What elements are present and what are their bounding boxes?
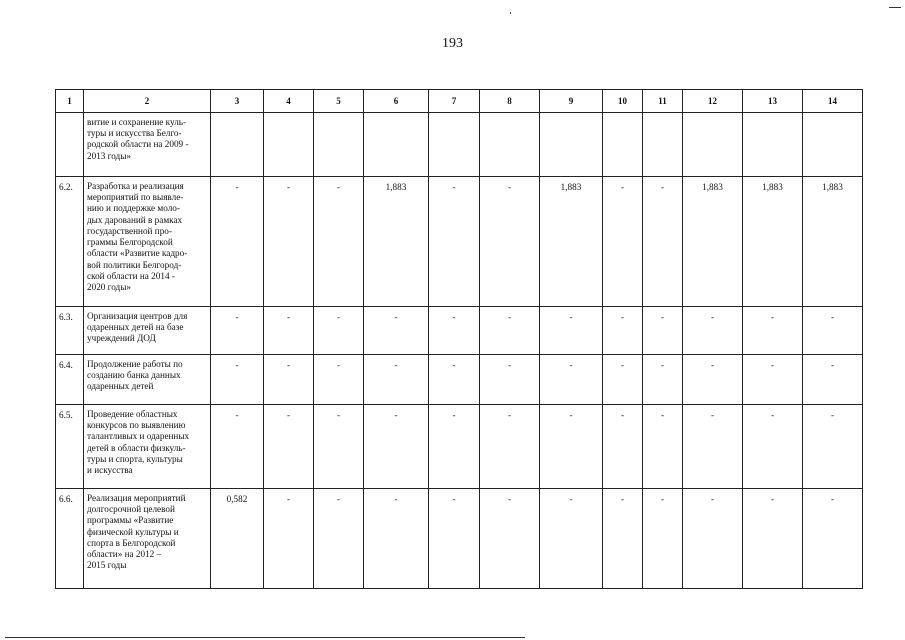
value-cell: - [803,405,863,489]
value-cell: - [643,405,683,489]
value-cell: - [603,307,643,355]
value-cell: - [364,355,429,405]
row-title: Разработка и реализация мероприятий по выявле- нию и поддержке моло- дых дарований в рамках государственной про- граммы Белгородской области «Развитие кадро- вой политики Белгород- ской области на 2014 - 2020 годы» [84,177,211,307]
value-cell: - [743,307,803,355]
value-cell: - [683,405,743,489]
value-cell: - [480,355,540,405]
value-cell [603,113,643,177]
value-cell: - [364,489,429,589]
header-cell: 13 [743,90,803,113]
value-cell [314,113,364,177]
value-cell: - [364,405,429,489]
header-cell: 9 [540,90,603,113]
value-cell: 1,883 [803,177,863,307]
row-title: Организация центров для одаренных детей на базе учреждений ДОД [84,307,211,355]
table-row [56,405,863,489]
value-cell: - [429,489,480,589]
value-cell: - [314,489,364,589]
header-cell: 11 [643,90,683,113]
value-cell: - [643,177,683,307]
header-cell: 7 [429,90,480,113]
value-cell: - [211,307,264,355]
value-cell: - [314,177,364,307]
value-cell [480,113,540,177]
value-cell: - [803,307,863,355]
scan-dot [510,12,511,14]
value-cell: - [480,177,540,307]
header-cell: 2 [84,90,211,113]
value-cell: - [364,307,429,355]
value-cell: - [429,307,480,355]
header-cell: 4 [264,90,314,113]
row-number [56,113,84,177]
value-cell: - [743,405,803,489]
value-cell: - [314,307,364,355]
value-cell: - [429,405,480,489]
table-row [56,307,863,355]
value-cell: - [803,489,863,589]
table-row [56,355,863,405]
value-cell: - [803,355,863,405]
table-row [56,113,863,177]
budget-table [55,89,863,589]
value-cell [803,113,863,177]
value-cell: - [683,355,743,405]
header-row [56,90,863,113]
value-cell: - [540,355,603,405]
value-cell [364,113,429,177]
value-cell: - [540,405,603,489]
value-cell: - [429,177,480,307]
value-cell: 0,582 [211,489,264,589]
value-cell: 1,883 [743,177,803,307]
value-cell: - [603,177,643,307]
value-cell: - [643,355,683,405]
row-number: 6.3. [56,307,84,355]
header-cell: 1 [56,90,84,113]
value-cell: - [211,177,264,307]
value-cell [264,113,314,177]
value-cell: - [264,355,314,405]
value-cell [683,113,743,177]
value-cell: - [480,307,540,355]
value-cell: - [540,489,603,589]
value-cell [429,113,480,177]
header-cell: 12 [683,90,743,113]
row-title: витие и сохранение куль- туры и искусства Белго- родской области на 2009 - 2013 годы» [84,113,211,177]
value-cell: - [603,489,643,589]
value-cell: - [429,355,480,405]
value-cell [643,113,683,177]
value-cell: - [603,355,643,405]
header-cell: 6 [364,90,429,113]
value-cell: - [480,489,540,589]
value-cell: - [683,307,743,355]
value-cell: - [603,405,643,489]
value-cell: - [643,307,683,355]
header-cell: 5 [314,90,364,113]
value-cell [743,113,803,177]
header-cell: 14 [803,90,863,113]
row-number: 6.6. [56,489,84,589]
value-cell: - [211,405,264,489]
page-number: 193 [442,36,463,51]
value-cell: - [264,177,314,307]
value-cell: - [264,405,314,489]
value-cell: - [743,489,803,589]
value-cell: - [480,405,540,489]
value-cell: - [540,307,603,355]
value-cell [540,113,603,177]
row-title: Реализация мероприятий долгосрочной целевой программы «Развитие физической культуры и спорта в Белгородской области» на 2012 – 2015 годы [84,489,211,589]
value-cell: 1,883 [683,177,743,307]
row-title: Проведение областных конкурсов по выявлению талантливых и одаренных детей в области физкуль- туры и спорта, культуры и искусства [84,405,211,489]
header-cell: 3 [211,90,264,113]
header-cell: 8 [480,90,540,113]
footer-rule [5,637,525,638]
scan-mark [889,7,901,8]
value-cell: - [683,489,743,589]
value-cell: - [743,355,803,405]
value-cell: - [314,355,364,405]
value-cell [211,113,264,177]
value-cell: - [211,355,264,405]
row-number: 6.4. [56,355,84,405]
table-row [56,177,863,307]
header-cell: 10 [603,90,643,113]
value-cell: 1,883 [540,177,603,307]
value-cell: - [314,405,364,489]
row-number: 6.5. [56,405,84,489]
value-cell: - [643,489,683,589]
table-row [56,489,863,589]
value-cell: - [264,489,314,589]
row-title: Продолжение работы по созданию банка данных одаренных детей [84,355,211,405]
row-number: 6.2. [56,177,84,307]
value-cell: - [264,307,314,355]
value-cell: 1,883 [364,177,429,307]
